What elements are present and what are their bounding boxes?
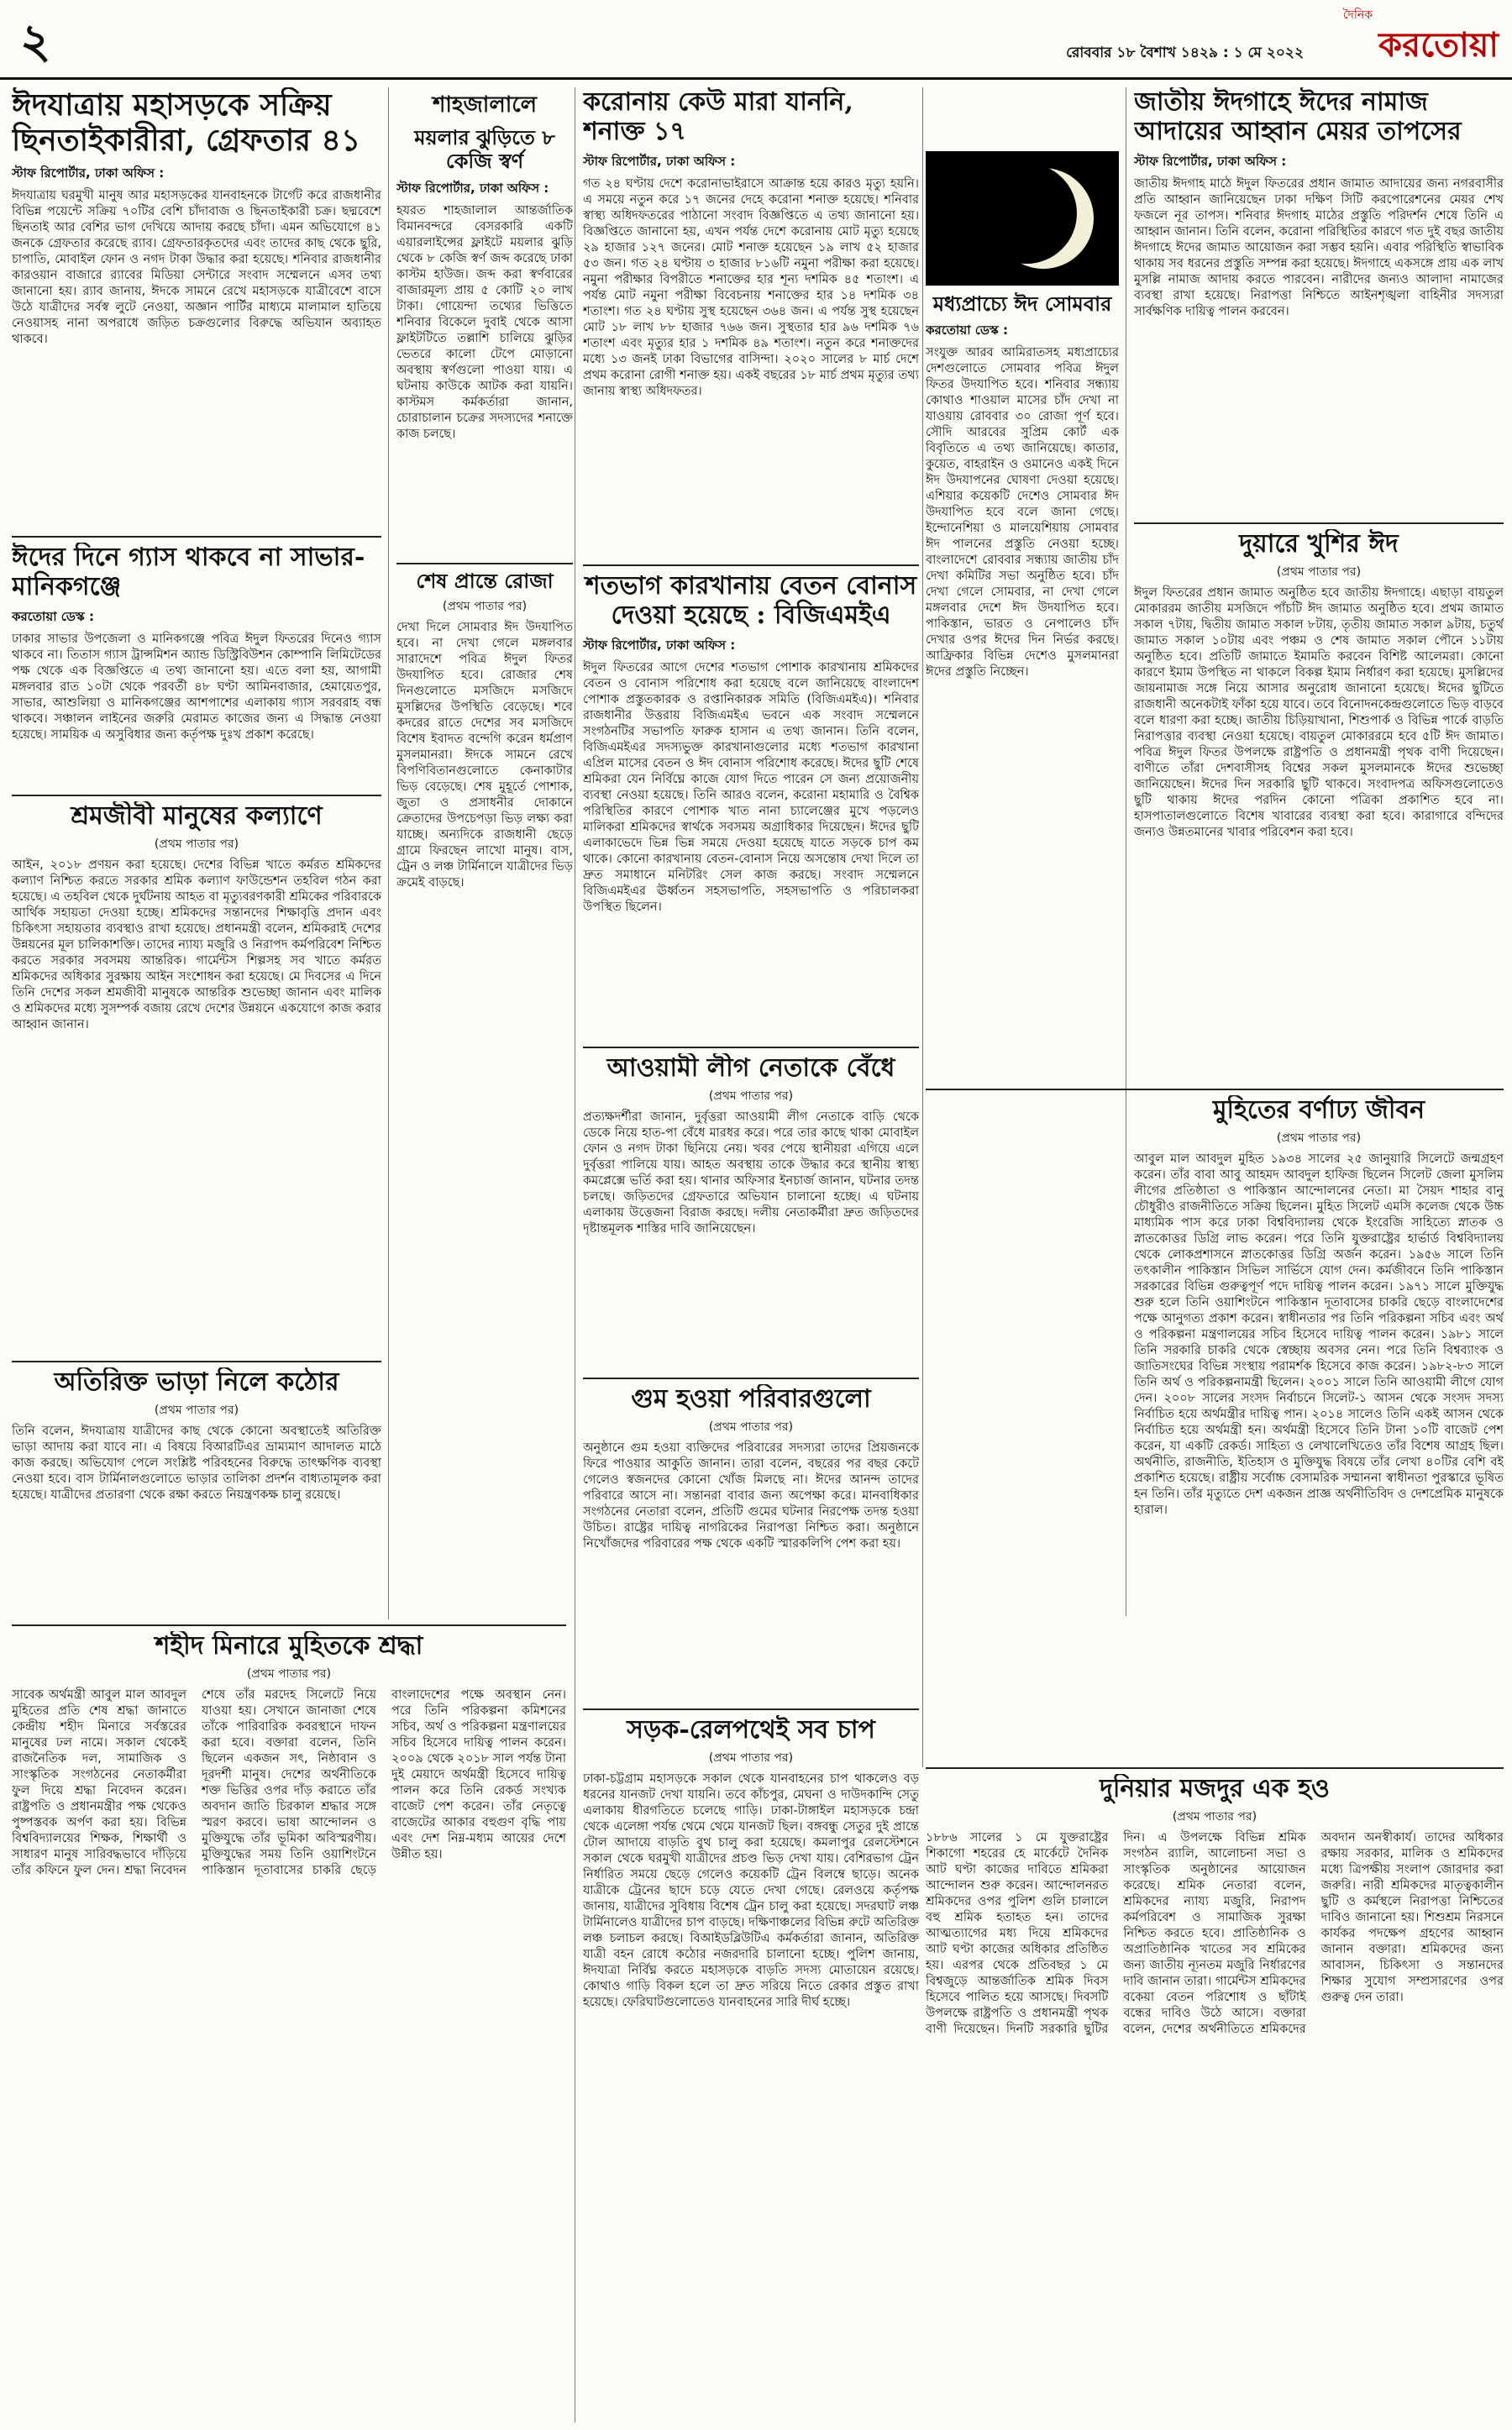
article-bonus — [583, 571, 919, 1042]
article-headline: ঈদের দিনে গ্যাস থাকবে না সাভার-মানিকগঞ্জে — [12, 543, 365, 602]
article-gold — [396, 87, 573, 558]
article-headline: শেষ প্রান্তে রোজা — [416, 569, 554, 593]
article-body: তিনি বলেন, ঈদযাত্রায় যাত্রীদের কাছ থেকে কোনো অবস্থাতেই অতিরিক্ত ভাড়া আদায় করা যাবে না। এ বিষয়ে বিআরটিএর ভ্রাম্যমাণ আদালত মাঠে কাজ করছে। অভিযোগ পেলে সংশ্লিষ্ট পরিবহনের বিরুদ্ধে তাৎক্ষণিক ব্যবস্থা নেওয়া হবে। বাস টার্মিনালগুলোতে ভাড়ার তালিকা প্রদর্শন বাধ্যতামূলক করা হয়েছে। যাত্রীদের প্রতারণা থেকে রক্ষা করতে নিয়ন্ত্রণকক্ষ চালু রয়েছে। — [12, 1425, 381, 1503]
article-headline: ময়লার ঝুড়িতে ৮ কেজি স্বর্ণ — [414, 125, 555, 174]
article-body: হযরত শাহজালাল আন্তর্জাতিক বিমানবন্দরে বেসরকারি একটি এয়ারলাইন্সের ফ্লাইটে ময়লার ঝুড়ি থেকে ৮ কেজি স্বর্ণ জব্দ করেছে ঢাকা কাস্টম হাউজ। জব্দ করা স্বর্ণবারের বাজারমূল্য প্রায় ৫ কোটি ২০ লাখ টাকা। গোয়েন্দা তথ্যের ভিত্তিতে শনিবার বিকেলে দুবাই থেকে আসা ফ্লাইটটিতে তল্লাশি চালিয়ে ঝুড়ির ভেতরে কালো টেপে মোড়ানো অবস্থায় স্বর্ণগুলো পাওয়া যায়। এ ঘটনায় কাউকে আটক করা যায়নি। কাস্টমস কর্মকর্তারা জানান, চোরাচালান চক্রের সদস্যদের শনাক্তে কাজ চলছে। — [396, 203, 573, 441]
divider — [583, 1047, 919, 1048]
article-headline: জাতীয় ঈদগাহে ঈদের নামাজ আদায়ের আহ্বান মেয়র তাপসের — [1134, 87, 1462, 147]
article-world-workers — [926, 1774, 1504, 2421]
masthead-small-text: দৈনিক — [1342, 8, 1373, 22]
divider — [12, 795, 381, 796]
article-body: প্রত্যক্ষদর্শীরা জানান, দুর্বৃত্তরা আওয়ামী লীগ নেতাকে বাড়ি থেকে ডেকে নিয়ে হাত-পা বেঁধে মারধর করে। পরে তার কাছে থাকা মোবাইল ফোন ও নগদ টাকা ছিনিয়ে নেয়। খবর পেয়ে স্থানীয়রা এগিয়ে এলে দুর্বৃত্তরা পালিয়ে যায়। আহত অবস্থায় তাকে উদ্ধার করে স্থানীয় স্বাস্থ্য কমপ্লেক্সে ভর্তি করা হয়। থানার অফিসার ইনচার্জ জানান, ঘটনার তদন্ত চলছে। জড়িতদের গ্রেফতারে অভিযান চালানো হচ্ছে। এ ঘটনায় এলাকায় উত্তেজনা বিরাজ করছে। দলীয় নেতাকর্মীরা দ্রুত জড়িতদের দৃষ্টান্তমূলক শাস্তির দাবি জানিয়েছেন। — [583, 1110, 919, 1236]
continued-label: (প্রথম পাতার পর) — [246, 1667, 332, 1682]
article-body: ঈদুল ফিতরের প্রধান জামাত অনুষ্ঠিত হবে জাতীয় ঈদগাহে। এছাড়া বায়তুল মোকাররম জাতীয় মসজিদে পাঁচটি ঈদ জামাত অনুষ্ঠিত হবে। প্রথম জামাত সকাল ৭টায়, দ্বিতীয় জামাত সকাল ৮টায়, তৃতীয় জামাত সকাল ৯টায়, চতুর্থ জামাত সকাল ১০টায় এবং পঞ্চম ও শেষ জামাত সকাল পৌনে ১১টায় অনুষ্ঠিত হবে। প্রতিটি জামাতে ইমামতি করবেন বিশিষ্ট আলেমরা। কোনো কারণে ইমাম উপস্থিত না থাকলে বিকল্প ইমাম নির্ধারণ করা হয়েছে। মুসল্লিদের জায়নামাজ সঙ্গে নিয়ে আসার অনুরোধ জানানো হয়েছে। ঈদের ছুটিতে রাজধানী অনেকটাই ফাঁকা হয়ে যাবে। তবে বিনোদনকেন্দ্রগুলোতে ভিড় বাড়বে বলে ধারণা করা হচ্ছে। জাতীয় চিড়িয়াখানা, শিশুপার্ক ও বিভিন্ন পার্কে বাড়তি নিরাপত্তার ব্যবস্থা নেওয়া হয়েছে। বায়তুল মোকাররমে হবে ৫টি ঈদ জামাত। পবিত্র ঈদুল ফিতর উপলক্ষে রাষ্ট্রপতি ও প্রধানমন্ত্রী পৃথক বাণী দিয়েছেন। বাণীতে তাঁরা দেশবাসীসহ বিশ্বের সকল মুসলমানকে ঈদের শুভেচ্ছা জানিয়েছেন। ঈদের দিন সরকারি ছুটি থাকবে। সংবাদপত্র অফিসগুলোতেও ছুটি থাকায় ঈদের পরদিন কোনো পত্রিকা প্রকাশিত হবে না। হাসপাতালগুলোতে বিশেষ খাবারের ব্যবস্থা করা হবে। কারাগারে বন্দিদের জন্যও উন্নতমানের খাবার পরিবেশন করা হবে। — [1134, 586, 1504, 840]
continued-label: (প্রথম পাতার পর) — [154, 1404, 239, 1418]
article-body: ১৮৮৬ সালের ১ মে যুক্তরাষ্ট্রের শিকাগো শহরের হে মার্কেটে দৈনিক আট ঘণ্টা কাজের দাবিতে শ্রমিকরা আন্দোলন শুরু করেন। আন্দোলনরত শ্রমিকদের ওপর পুলিশ গুলি চালালে বহু শ্রমিক হতাহত হন। তাদের আত্মত্যাগের মধ্য দিয়ে শ্রমিকদের আট ঘণ্টা কাজের অধিকার প্রতিষ্ঠিত হয়। এরপর থেকে প্রতিবছর ১ মে বিশ্বজুড়ে আন্তর্জাতিক শ্রমিক দিবস হিসেবে পালিত হয়ে আসছে। দিবসটি উপলক্ষে রাষ্ট্রপতি ও প্রধানমন্ত্রী পৃথক বাণী দিয়েছেন। দিনটি সরকারি ছুটির দিন। এ উপলক্ষে বিভিন্ন শ্রমিক সংগঠন র‌্যালি, আলোচনা সভা ও সাংস্কৃতিক অনুষ্ঠানের আয়োজন করেছে। শ্রমিক নেতারা বলেন, শ্রমিকদের ন্যায্য মজুরি, নিরাপদ কর্মপরিবেশ ও সামাজিক সুরক্ষা নিশ্চিত করতে হবে। প্রাতিষ্ঠানিক ও অপ্রাতিষ্ঠানিক খাতের সব শ্রমিকের জন্য জাতীয় ন্যূনতম মজুরি নির্ধারণের দাবি জানান তারা। গার্মেন্টস শ্রমিকদের বকেয়া বেতন পরিশোধ ও ছাঁটাই বন্ধের দাবিও উঠে আসে। বক্তারা বলেন, দেশের অর্থনীতিতে শ্রমিকদের অবদান অনস্বীকার্য। তাদের অধিকার রক্ষায় সরকার, মালিক ও শ্রমিকদের মধ্যে ত্রিপক্ষীয় সংলাপ জোরদার করা জরুরি। নারী শ্রমিকদের মাতৃত্বকালীন ছুটি ও কর্মস্থলে নিরাপত্তা নিশ্চিতের দাবিও জানানো হয়। শিশুশ্রম নিরসনে কার্যকর পদক্ষেপ গ্রহণের আহ্বান জানান বক্তারা। শ্রমিকদের জন্য আবাসন, চিকিৎসা ও সন্তানদের শিক্ষার সুযোগ সম্প্রসারণের ওপর গুরুত্ব দেন তারা। — [926, 1831, 1504, 2037]
masthead-logo — [1315, 5, 1499, 71]
article-road-rail — [583, 1715, 919, 2421]
article-headline: অতিরিক্ত ভাড়া নিলে কঠোর — [54, 1367, 339, 1397]
column-divider — [388, 87, 389, 1619]
article-headline: শহীদ মিনারে মুহিতকে শ্রদ্ধা — [155, 1631, 423, 1661]
article-moon — [926, 292, 1119, 1616]
article-body: ঈদুল ফিতরের আগে দেশের শতভাগ পোশাক কারখানায় শ্রমিকদের বেতন ও বোনাস পরিশোধ করা হয়েছে বলে জানিয়েছে বাংলাদেশ পোশাক প্রস্তুতকারক ও রপ্তানিকারক সমিতি (বিজিএমইএ)। শনিবার রাজধানীর উত্তরায় বিজিএমইএ ভবনে এক সংবাদ সম্মেলনে সংগঠনটির সভাপতি ফারুক হাসান এ তথ্য জানান। তিনি বলেন, বিজিএমইএর সদস্যভুক্ত কারখানাগুলোর মধ্যে শতভাগ কারখানা এপ্রিল মাসের বেতন ও ঈদ বোনাস পরিশোধ করেছে। ঈদের ছুটি শেষে শ্রমিকরা যেন নির্বিঘ্নে কাজে যোগ দিতে পারেন সে জন্য প্রয়োজনীয় ব্যবস্থা নেওয়া হয়েছে। তিনি আরও বলেন, করোনা মহামারি ও বৈশ্বিক পরিস্থিতির কারণে পোশাক খাত নানা চ্যালেঞ্জের মুখে পড়লেও মালিকরা শ্রমিকদের স্বার্থকে সবসময় অগ্রাধিকার দিয়েছেন। ঈদের ছুটি এলাকাভেদে ভিন্ন ভিন্ন সময়ে দেওয়া হয়েছে যাতে সড়কে চাপ কম থাকে। কোনো কারখানায় বেতন-বোনাস নিয়ে অসন্তোষ দেখা দিলে তা দ্রুত সমাধানে মনিটরিং সেল কাজ করছে। সংবাদ সম্মেলনে বিজিএমইএর ঊর্ধ্বতন সহসভাপতি, সহসভাপতি ও পরিচালকরা উপস্থিত ছিলেন। — [583, 660, 919, 914]
article-headline: শ্রমজীবী মানুষের কল্যাণে — [71, 801, 323, 831]
article-headline: শতভাগ কারখানায় বেতন বোনাস দেওয়া হয়েছে : বিজিএমইএ — [585, 571, 917, 631]
article-byline: করতোয়া ডেস্ক : — [926, 323, 1008, 339]
article-body: ঢাকা-চট্টগ্রাম মহাসড়কে সকাল থেকে যানবাহনের চাপ থাকলেও বড় ধরনের যানজট দেখা যায়নি। তবে কাঁচপুর, মেঘনা ও দাউদকান্দি সেতু এলাকায় ধীরগতিতে চলেছে গাড়ি। ঢাকা-টাঙ্গাইল মহাসড়কে চন্দ্রা থেকে এলেঙ্গা পর্যন্ত থেমে থেমে যানজট ছিল। বঙ্গবন্ধু সেতুর দুই প্রান্তে টোল আদায়ে বাড়তি বুথ চালু করা হয়েছে। কমলাপুর রেলস্টেশনে সকাল থেকে ঘরমুখী যাত্রীদের প্রচণ্ড ভিড় দেখা যায়। বেশিরভাগ ট্রেন নির্ধারিত সময়ে ছেড়ে গেলেও কয়েকটি ট্রেন বিলম্বে ছাড়ে। অনেক যাত্রীকে ট্রেনের ছাদে চড়ে যেতে দেখা গেছে। রেলওয়ে কর্তৃপক্ষ জানায়, যাত্রীদের সুবিধায় বিশেষ ট্রেন চালু করা হয়েছে। সদরঘাট লঞ্চ টার্মিনালেও যাত্রীদের চাপ বাড়ছে। দক্ষিণাঞ্চলের বিভিন্ন রুটে অতিরিক্ত লঞ্চ চলাচল করছে। বিআইডব্লিউটিএ কর্মকর্তারা জানান, অতিরিক্ত যাত্রী বহন রোধে কঠোর নজরদারি চালানো হচ্ছে। পুলিশ জানায়, ঈদযাত্রা নির্বিঘ্ন করতে মহাসড়কে বাড়তি সদস্য মোতায়েন রয়েছে। কোথাও গাড়ি বিকল হলে তা দ্রুত সরিয়ে নিতে রেকার প্রস্তুত রাখা হয়েছে। ফেরিঘাটগুলোতেও যানবাহনের সারি দীর্ঘ হচ্ছে। — [583, 1772, 919, 2010]
article-last-roza — [396, 569, 573, 1619]
masthead-title: করতোয়া — [1378, 25, 1499, 65]
continued-label: (প্রথম পাতার পর) — [708, 1420, 794, 1435]
article-byline: করতোয়া ডেস্ক : — [12, 608, 94, 624]
divider — [12, 1624, 566, 1626]
article-body: অনুষ্ঠানে গুম হওয়া ব্যক্তিদের পরিবারের সদস্যরা তাদের প্রিয়জনকে ফিরে পাওয়ার আকুতি জানান। তারা বলেন, বছরের পর বছর কেটে গেলেও স্বজনদের কোনো খোঁজ মিলছে না। ঈদের আনন্দ তাদের পরিবারে আসে না। সন্তানরা বাবার জন্য অপেক্ষা করে। মানবাধিকার সংগঠনের নেতারা বলেন, প্রতিটি গুমের ঘটনার নিরপেক্ষ তদন্ত হওয়া উচিত। রাষ্ট্রের দায়িত্ব নাগরিকের নিরাপত্তা নিশ্চিত করা। অনুষ্ঠানে নিখোঁজদের পরিবারের পক্ষ থেকে একটি স্মারকলিপি পেশ করা হয়। — [583, 1441, 919, 1551]
article-body: সংযুক্ত আরব আমিরাতসহ মধ্যপ্রাচ্যের দেশগুলোতে সোমবার পবিত্র ঈদুল ফিতর উদযাপিত হবে। শনিবার সন্ধ্যায় কোথাও শাওয়াল মাসের চাঁদ দেখা না যাওয়ায় রোববার ৩০ রোজা পূর্ণ হবে। সৌদি আরবের সুপ্রিম কোর্ট এক বিবৃতিতে এ তথ্য জানিয়েছে। কাতার, কুয়েত, বাহরাইন ও ওমানেও একই দিনে ঈদ উদযাপনের ঘোষণা দেওয়া হয়েছে। এশিয়ার কয়েকটি দেশেও সোমবার ঈদ উদযাপিত হবে বলে জানা গেছে। ইন্দোনেশিয়া ও মালয়েশিয়ায় সোমবার ঈদ পালনের প্রস্তুতি নেওয়া হচ্ছে। বাংলাদেশে রোববার সন্ধ্যায় জাতীয় চাঁদ দেখা কমিটির সভা অনুষ্ঠিত হবে। চাঁদ দেখা গেলে সোমবার, না দেখা গেলে মঙ্গলবার দেশে ঈদ উদযাপিত হবে। পাকিস্তান, ভারত ও নেপালেও চাঁদ দেখার ওপর ঈদের দিন নির্ভর করছে। আফ্রিকার বিভিন্ন দেশেও মুসলমানরা ঈদের প্রস্তুতি নিচ্ছেন। — [926, 346, 1119, 680]
divider — [396, 563, 573, 564]
divider — [583, 1708, 919, 1710]
article-body: ঈদযাত্রায় ঘরমুখী মানুষ আর মহাসড়কের যানবাহনকে টার্গেট করে রাজধানীর বিভিন্ন পয়েন্টে সক্রিয় ৭০টির বেশি চাঁদাবাজ ও ছিনতাইকারী চক্র। ছদ্মবেশে ছিনতাই আর বেশির ভাগ দেখিয়ে আদায় করছে চাঁদা। এমন অভিযোগে ৪১ জনকে গ্রেফতার করেছে র‌্যাব। গ্রেফতারকৃতদের এবং তাদের কাছ থেকে ছুরি, চাপাতি, মোবাইল ফোন ও নগদ টাকা উদ্ধার করা হয়েছে। শনিবার রাজধানীর কারওয়ান বাজারে র‌্যাবের মিডিয়া সেন্টারে সংবাদ সম্মেলনে এসব তথ্য জানানো হয়। র‌্যাব জানায়, ঈদকে সামনে রেখে মহাসড়কে যাত্রীবেশে বাসে উঠে যাত্রীদের সর্বস্ব লুটে নেওয়া, অজ্ঞান পার্টির মাধ্যমে মালামাল হাতিয়ে নেওয়াসহ নানা অপরাধে জড়িত চক্রগুলোর বিরুদ্ধে অভিযান অব্যাহত থাকবে। — [12, 188, 381, 346]
article-byline: স্টাফ রিপোর্টার, ঢাকা অফিস : — [583, 153, 736, 169]
article-byline: স্টাফ রিপোর্টার, ঢাকা অফিস : — [583, 637, 736, 653]
crescent-moon-icon — [976, 163, 1077, 264]
divider — [926, 1767, 1504, 1769]
article-byline: স্টাফ রিপোর্টার, ঢাকা অফিস : — [396, 180, 549, 196]
page-number: ২ — [20, 13, 51, 69]
continued-label: (প্রথম পাতার পর) — [1172, 1810, 1257, 1824]
divider — [12, 1361, 381, 1362]
divider — [1134, 522, 1504, 524]
article-eid-joy — [1134, 529, 1504, 1084]
article-headline: সড়ক-রেলপথেই সব চাপ — [627, 1715, 875, 1745]
divider — [926, 1089, 1504, 1090]
article-body: ঢাকার সাভার উপজেলা ও মানিকগঞ্জে পবিত্র ঈদুল ফিতরের দিনেও গ্যাস থাকবে না। তিতাস গ্যাস ট্রান্সমিশন অ্যান্ড ডিস্ট্রিবিউশন কোম্পানি লিমিটেডের পক্ষ থেকে এক বিজ্ঞপ্তিতে এ তথ্য জানানো হয়। এতে বলা হয়, আগামী মঙ্গলবার রাত ১০টা থেকে পরবর্তী ৪৮ ঘণ্টা আমিনবাজার, হেমায়েতপুর, সাভার, আশুলিয়া ও মানিকগঞ্জের আশপাশের এলাকায় গ্যাস সরবরাহ বন্ধ থাকবে। সঞ্চালন লাইনের জরুরি মেরামত কাজের জন্য এ সিদ্ধান্ত নেওয়া হয়েছে। সাময়িক এ অসুবিধার জন্য কর্তৃপক্ষ দুঃখ প্রকাশ করেছে। — [12, 632, 381, 742]
divider — [12, 536, 381, 538]
article-missing — [583, 1384, 919, 1703]
column-divider — [922, 87, 923, 1767]
article-headline: মধ্যপ্রাচ্যে ঈদ সোমবার — [932, 292, 1112, 316]
article-byline: স্টাফ রিপোর্টার, ঢাকা অফিস : — [12, 165, 165, 181]
article-headline: আওয়ামী লীগ নেতাকে বেঁধে — [606, 1053, 895, 1083]
divider — [583, 1378, 919, 1379]
article-muhith-life — [1134, 1095, 1504, 1759]
article-headline: করোনায় কেউ মারা যাননি, শনাক্ত ১৭ — [583, 87, 853, 147]
article-body: দেখা দিলে সোমবার ঈদ উদযাপিত হবে। না দেখা গেলে মঙ্গলবার সারাদেশে পবিত্র ঈদুল ফিতর উদযাপিত হবে। রোজার শেষ দিনগুলোতে মসজিদে মসজিদে মুসল্লিদের উপস্থিতি বেড়েছে। শবে কদরের রাতে দেশের সব মসজিদে বিশেষ ইবাদত বন্দেগি করেন ধর্মপ্রাণ মুসলমানরা। ঈদকে সামনে রেখে বিপণিবিতানগুলোতে কেনাকাটার ভিড় বেড়েছে। শেষ মুহূর্তে পোশাক, জুতা ও প্রসাধনীর দোকানে ক্রেতাদের উপচেপড়া ভিড় লক্ষ্য করা যাচ্ছে। অন্যদিকে রাজধানী ছেড়ে গ্রামে ফিরছেন লাখো মানুষ। বাস, ট্রেন ও লঞ্চ টার্মিনালে যাত্রীদের ভিড় ক্রমেই বাড়ছে। — [396, 621, 573, 890]
continued-label: (প্রথম পাতার পর) — [708, 1751, 794, 1766]
page-header — [0, 0, 1512, 80]
continued-label: (প্রথম পাতার পর) — [154, 837, 239, 852]
article-headline: মুহিতের বর্ণাঢ্য জীবন — [1212, 1095, 1425, 1125]
continued-label: (প্রথম পাতার পর) — [708, 1089, 794, 1104]
continued-label: (প্রথম পাতার পর) — [442, 600, 528, 614]
article-byline: স্টাফ রিপোর্টার, ঢাকা অফিস : — [1134, 153, 1287, 169]
article-savar — [12, 543, 381, 790]
article-snatchers — [12, 87, 381, 531]
article-headline: দুয়ারে খুশির ঈদ — [1239, 529, 1399, 559]
article-shaheed-minar — [12, 1631, 566, 2421]
article-body: আইন, ২০১৮ প্রণয়ন করা হয়েছে। দেশের বিভিন্ন খাতে কর্মরত শ্রমিকদের কল্যাণ নিশ্চিত করতে সরকার শ্রমিক কল্যাণ ফাউন্ডেশন তহবিল গঠন করা হয়েছে। এ তহবিল থেকে দুর্ঘটনায় আহত বা মৃত্যুবরণকারী শ্রমিকের পরিবারকে আর্থিক সহায়তা দেওয়া হচ্ছে। শ্রমিকদের সন্তানদের শিক্ষাবৃত্তি প্রদান এবং চিকিৎসা সহায়তার ব্যবস্থাও রাখা হয়েছে। প্রধানমন্ত্রী বলেন, শ্রমিকরাই দেশের উন্নয়নের মূল চালিকাশক্তি। তাদের ন্যায্য মজুরি ও নিরাপদ কর্মপরিবেশ নিশ্চিত করতে সরকার সবসময় আন্তরিক। গার্মেন্টস শিল্পসহ সব খাতে কর্মরত শ্রমিকদের অধিকার সুরক্ষায় আইন সংশোধন করা হয়েছে। মে দিবসের এ দিনে তিনি দেশের সকল শ্রমজীবী মানুষকে আন্তরিক শুভেচ্ছা জানান এবং মালিক ও শ্রমিকদের মধ্যে সুসম্পর্ক বজায় রেখে দেশের উন্নয়নে একযোগে কাজ করার আহ্বান জানান। — [12, 858, 381, 1032]
article-body: জাতীয় ঈদগাহ মাঠে ঈদুল ফিতরের প্রধান জামাত আদায়ের জন্য নগরবাসীর প্রতি আহ্বান জানিয়েছেন ঢাকা দক্ষিণ সিটি করপোরেশনের মেয়র শেখ ফজলে নূর তাপস। শনিবার ঈদগাহ মাঠের প্রস্তুতি পরিদর্শন শেষে তিনি এ আহ্বান জানান। তিনি বলেন, করোনা পরিস্থিতির কারণে গত দুই বছর জাতীয় ঈদগাহে ঈদের জামাত আয়োজন করা সম্ভব হয়নি। এবার পরিস্থিতি স্বাভাবিক থাকায় সব ধরনের প্রস্তুতি সম্পন্ন করা হয়েছে। ঈদগাহে একসঙ্গে প্রায় এক লাখ মুসল্লি নামাজ আদায় করতে পারবেন। নারীদের জন্যও আলাদা নামাজের ব্যবস্থা রাখা হয়েছে। নিরাপত্তা নিশ্চিতে আইনশৃঙ্খলা বাহিনীর সদস্যরা সার্বক্ষণিক দায়িত্ব পালন করবেন। — [1134, 176, 1504, 318]
article-headline: গুম হওয়া পরিবারগুলো — [631, 1384, 871, 1414]
divider — [583, 564, 919, 566]
crescent-moon-photo — [926, 151, 1119, 286]
article-workers — [12, 801, 381, 1356]
article-body: সাবেক অর্থমন্ত্রী আবুল মাল আবদুল মুহিতের প্রতি শেষ শ্রদ্ধা জানাতে কেন্দ্রীয় শহীদ মিনারে সর্বস্তরের মানুষের ঢল নামে। সকাল থেকেই রাজনৈতিক দল, সামাজিক ও সাংস্কৃতিক সংগঠনের নেতাকর্মীরা ফুল দিয়ে শ্রদ্ধা নিবেদন করেন। রাষ্ট্রপতি ও প্রধানমন্ত্রীর পক্ষ থেকেও পুষ্পস্তবক অর্পণ করা হয়। বিভিন্ন বিশ্ববিদ্যালয়ের শিক্ষক, শিক্ষার্থী ও সাধারণ মানুষ সারিবদ্ধভাবে দাঁড়িয়ে তাঁর কফিনে ফুল দেন। শ্রদ্ধা নিবেদন শেষে তাঁর মরদেহ সিলেটে নিয়ে যাওয়া হয়। সেখানে জানাজা শেষে তাঁকে পারিবারিক কবরস্থানে দাফন করা হবে। বক্তারা বলেন, তিনি ছিলেন একজন সৎ, নিষ্ঠাবান ও দূরদর্শী মানুষ। দেশের অর্থনীতিকে শক্ত ভিত্তির ওপর দাঁড় করাতে তাঁর অবদান জাতি চিরকাল শ্রদ্ধার সঙ্গে স্মরণ করবে। ভাষা আন্দোলন ও মুক্তিযুদ্ধে তাঁর ভূমিকা অবিস্মরণীয়। মুক্তিযুদ্ধের সময় তিনি ওয়াশিংটনে পাকিস্তান দূতাবাসের চাকরি ছেড়ে বাংলাদেশের পক্ষে অবস্থান নেন। পরে তিনি পরিকল্পনা কমিশনের সচিব, অর্থ ও পরিকল্পনা মন্ত্রণালয়ের সচিব হিসেবে দায়িত্ব পালন করেন। ২০০৯ থেকে ২০১৮ সাল পর্যন্ত টানা দুই মেয়াদে অর্থমন্ত্রী হিসেবে দায়িত্ব পালন করে তিনি রেকর্ড সংখ্যক বাজেট পেশ করেন। তাঁর নেতৃত্বে বাজেটের আকার বহুগুণ বৃদ্ধি পায় এবং দেশ নিম্ন-মধ্যম আয়ের দেশে উন্নীত হয়। — [12, 1688, 566, 1878]
article-eidgah — [1134, 87, 1504, 517]
continued-label: (প্রথম পাতার পর) — [1276, 1131, 1362, 1146]
article-awami — [583, 1053, 919, 1372]
article-body: আবুল মাল আবদুল মুহিত ১৯৩৪ সালের ২৫ জানুয়ারি সিলেটে জন্মগ্রহণ করেন। তাঁর বাবা আবু আহমদ আবদুল হাফিজ ছিলেন সিলেট জেলা মুসলিম লীগের প্রতিষ্ঠাতা ও পাকিস্তান আন্দোলনের নেতা। মা সৈয়দ শাহার বানু চৌধুরীও রাজনীতিতে সক্রিয় ছিলেন। মুহিত সিলেট এমসি কলেজ থেকে উচ্চ মাধ্যমিক পাস করে ঢাকা বিশ্ববিদ্যালয় থেকে ইংরেজি সাহিত্যে স্নাতক ও স্নাতকোত্তর ডিগ্রি লাভ করেন। পরে তিনি যুক্তরাষ্ট্রের হার্ভার্ড বিশ্ববিদ্যালয় থেকে লোকপ্রশাসনে স্নাতকোত্তর ডিগ্রি অর্জন করেন। ১৯৫৬ সালে তিনি তৎকালীন পাকিস্তান সিভিল সার্ভিসে যোগ দেন। কর্মজীবনে তিনি পাকিস্তান সরকারের বিভিন্ন গুরুত্বপূর্ণ পদে দায়িত্ব পালন করেন। ১৯৭১ সালে মুক্তিযুদ্ধ শুরু হলে তিনি ওয়াশিংটনে পাকিস্তান দূতাবাসের চাকরি ছেড়ে বাংলাদেশের পক্ষে আনুগত্য প্রকাশ করেন। স্বাধীনতার পর তিনি পরিকল্পনা সচিব এবং অর্থ ও পরিকল্পনা মন্ত্রণালয়ের সচিব হিসেবে দায়িত্ব পালন করেন। ১৯৮১ সালে তিনি সরকারি চাকরি থেকে স্বেচ্ছায় অবসর নেন। পরে তিনি বিশ্বব্যাংক ও জাতিসংঘের বিভিন্ন সংস্থায় পরামর্শক হিসেবে কাজ করেন। ১৯৮২-৮৩ সালে তিনি অর্থ ও পরিকল্পনামন্ত্রী ছিলেন। ২০০১ সালে তিনি আওয়ামী লীগে যোগ দেন। ২০০৮ সালের সংসদ নির্বাচনে সিলেট-১ আসন থেকে সংসদ সদস্য নির্বাচিত হয়ে অর্থমন্ত্রীর দায়িত্ব পান। ২০১৪ সালেও তিনি একই আসন থেকে নির্বাচিত হয়ে অর্থমন্ত্রী হন। অর্থমন্ত্রী হিসেবে তিনি টানা ১০টি বাজেট পেশ করেন, যা একটি রেকর্ড। সাহিত্য ও লেখালেখিতেও তাঁর বিশেষ আগ্রহ ছিল। অর্থনীতি, রাজনীতি, ইতিহাস ও মুক্তিযুদ্ধ বিষয়ে তাঁর লেখা ৪০টির বেশি বই প্রকাশিত হয়েছে। রাষ্ট্রীয় সর্বোচ্চ বেসামরিক সম্মাননা স্বাধীনতা পুরস্কারে ভূষিত হন তিনি। তাঁর মৃত্যুতে দেশ একজন প্রাজ্ঞ অর্থনীতিবিদ ও দেশপ্রেমিক মানুষকে হারাল। — [1134, 1152, 1504, 1518]
continued-label: (প্রথম পাতার পর) — [1276, 565, 1362, 580]
article-headline: দুনিয়ার মজদুর এক হও — [1100, 1774, 1330, 1803]
article-corona — [583, 87, 919, 559]
issue-date: রোববার ১৮ বৈশাখ ১৪২৯ : ১ মে ২০২২ — [1066, 45, 1304, 61]
article-fare — [12, 1367, 381, 1619]
article-kicker: শাহজালালে — [432, 92, 538, 118]
article-body: গত ২৪ ঘণ্টায় দেশে করোনাভাইরাসে আক্রান্ত হয়ে কারও মৃত্যু হয়নি। এ সময়ে নতুন করে ১৭ জনের দেহে করোনা শনাক্ত হয়েছে। শনিবার স্বাস্থ্য অধিদফতরের পাঠানো সংবাদ বিজ্ঞপ্তিতে এ তথ্য জানানো হয়। বিজ্ঞপ্তিতে জানানো হয়, এখন পর্যন্ত দেশে করোনায় মোট মৃত্যু হয়েছে ২৯ হাজার ১২৭ জনের। মোট শনাক্ত হয়েছেন ১৯ লাখ ৫২ হাজার ৫৩ জন। গত ২৪ ঘণ্টায় ৩ হাজার ৮১৬টি নমুনা পরীক্ষা করা হয়েছে। নমুনা পরীক্ষার বিপরীতে শনাক্তের হার শূন্য দশমিক ৪৫ শতাংশ। এ পর্যন্ত মোট নমুনা পরীক্ষা বিবেচনায় শনাক্তের হার ১৪ দশমিক ৩৪ শতাংশ। গত ২৪ ঘণ্টায় সুস্থ হয়েছেন ৩৬৪ জন। এ পর্যন্ত সুস্থ হয়েছেন মোট ১৮ লাখ ৮৮ হাজার ৭৬৬ জন। সুস্থতার হার ৯৬ দশমিক ৭৬ শতাংশ এবং মৃত্যুর হার ১ দশমিক ৪৯ শতাংশ। নতুন করে শনাক্তদের মধ্যে ১৩ জনই ঢাকা বিভাগের বাসিন্দা। ২০২০ সালের ৮ মার্চ দেশে প্রথম করোনা রোগী শনাক্ত হয়। একই বছরের ১৮ মার্চ প্রথম মৃত্যুর তথ্য জানায় স্বাস্থ্য অধিদফতর। — [583, 176, 919, 398]
article-headline: ঈদযাত্রায় মহাসড়কে সক্রিয় ছিনতাইকারীরা, গ্রেফতার ৪১ — [12, 87, 361, 159]
